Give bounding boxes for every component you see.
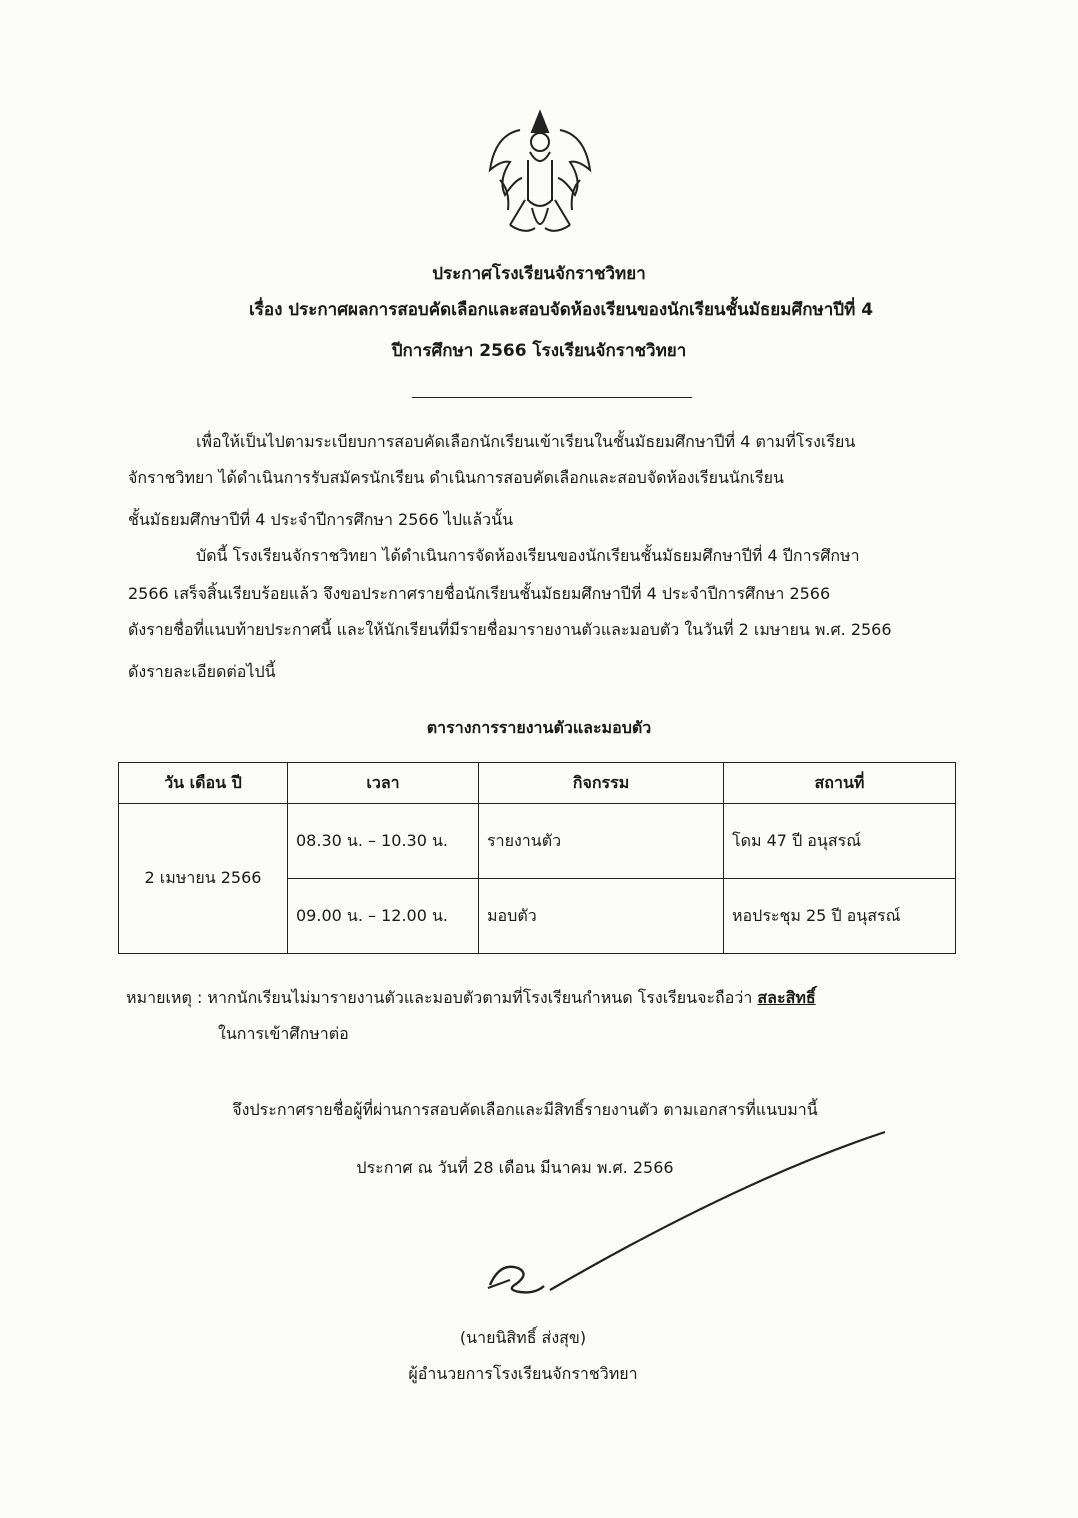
announcement-date: ประกาศ ณ วันที่ 28 เดือน มีนาคม พ.ศ. 2566 [356,1158,674,1177]
header-activity: กิจกรรม [479,763,724,804]
paragraph-2-line-1: บัดนี้ โรงเรียนจักราชวิทยา ได้ดำเนินการจัดห้องเรียนของนักเรียนชั้นมัธยมศึกษาปีที่ 4 ปีการศึกษา [196,546,860,565]
note-line-1 [126,986,816,1011]
note-line-2: ในการเข้าศึกษาต่อ [218,1024,349,1043]
announcement-subject: เรื่อง ประกาศผลการสอบคัดเลือกและสอบจัดห้องเรียนของนักเรียนชั้นมัธยมศึกษาปีที่ 4 [248,300,874,320]
paragraph-2-line-4: ดังรายละเอียดต่อไปนี้ [128,662,276,681]
place-cell: โดม 47 ปี อนุสรณ์ [724,804,956,879]
closing-statement: จึงประกาศรายชื่อผู้ที่ผ่านการสอบคัดเลือกและมีสิทธิ์รายงานตัว ตามเอกสารที่แนบมานี้ [232,1100,818,1119]
note-text: หมายเหตุ : หากนักเรียนไม่มารายงานตัวและมอบตัวตามที่โรงเรียนกำหนด โรงเรียนจะถือว่า [126,988,758,1007]
academic-year-line: ปีการศึกษา 2566 โรงเรียนจักราชวิทยา [391,341,687,361]
title-divider [412,397,692,398]
time-cell: 09.00 น. – 12.00 น. [288,879,479,954]
signature-mark [480,1250,550,1300]
time-cell: 08.30 น. – 10.30 น. [288,804,479,879]
schedule-caption: ตารางการรายงานตัวและมอบตัว [426,718,652,737]
activity-cell: มอบตัว [479,879,724,954]
paragraph-1-line-3: ชั้นมัธยมศึกษาปีที่ 4 ประจำปีการศึกษา 2566 ไปแล้วนั้น [128,510,514,529]
paragraph-2-line-3: ดังรายชื่อที่แนบท้ายประกาศนี้ และให้นักเรียนที่มีรายชื่อมารายงานตัวและมอบตัว ในวันที่ 2 เมษายน พ.ศ. 2566 [128,620,892,639]
signature-stroke [540,1120,900,1300]
header-time: เวลา [288,763,479,804]
date-cell: 2 เมษายน 2566 [119,804,288,954]
announcement-title: ประกาศโรงเรียนจักราชวิทยา [432,264,646,284]
signatory-name: (นายนิสิทธิ์ ส่งสุข) [459,1328,587,1347]
paragraph-2-line-2: 2566 เสร็จสิ้นเรียบร้อยแล้ว จึงขอประกาศรายชื่อนักเรียนชั้นมัธยมศึกษาปีที่ 4 ประจำปีการศึกษา 2566 [128,584,831,603]
table-header-row [119,763,956,804]
place-cell: หอประชุม 25 ปี อนุสรณ์ [724,879,956,954]
garuda-emblem-icon [480,100,600,245]
forfeit-text: สละสิทธิ์ [757,988,816,1007]
schedule-table [118,762,956,954]
header-date: วัน เดือน ปี [119,763,288,804]
activity-cell: รายงานตัว [479,804,724,879]
paragraph-1-line-1: เพื่อให้เป็นไปตามระเบียบการสอบคัดเลือกนักเรียนเข้าเรียนในชั้นมัธยมศึกษาปีที่ 4 ตามที่โรงเรียน [196,432,856,451]
table-row [119,804,956,879]
header-place: สถานที่ [724,763,956,804]
paragraph-1-line-2: จักราชวิทยา ได้ดำเนินการรับสมัครนักเรียน ดำเนินการสอบคัดเลือกและสอบจัดห้องเรียนนักเรียน [128,468,784,487]
signatory-position: ผู้อำนวยการโรงเรียนจักราชวิทยา [408,1364,638,1383]
